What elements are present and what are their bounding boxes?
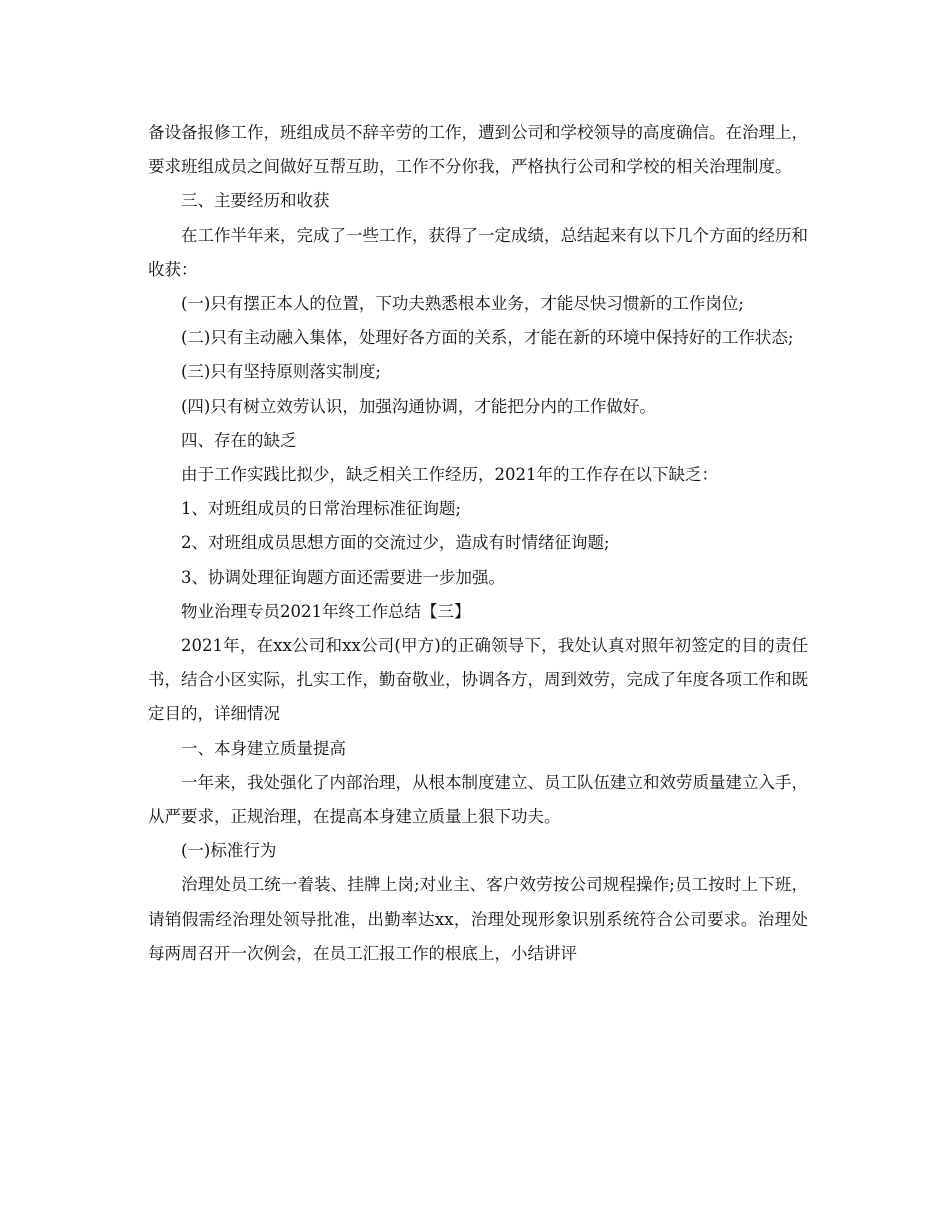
list-item: (二)只有主动融入集体，处理好各方面的关系，才能在新的环境中保持好的工作状态;	[181, 328, 794, 348]
paragraph: 备设备报修工作，班组成员不辞辛劳的工作，遭到公司和学校领导的高度确信。在治理上，要求班组成员之间做好互帮互助，工作不分你我，严格执行公司和学校的相关治理制度。	[148, 123, 808, 177]
subsection-heading: (一)标准行为	[181, 841, 277, 861]
section-heading: 四、存在的缺乏	[181, 430, 297, 450]
paragraph: 2021年，在xx公司和xx公司(甲方)的正确领导下，我处认真对照年初签定的目的责任书，结合小区实际，扎实工作，勤奋敬业，协调各方，周到效劳，完成了年度各项工作和既定目的，详细情况	[148, 636, 808, 724]
paragraph: 由于工作实践比拟少，缺乏相关工作经历，2021年的工作存在以下缺乏：	[181, 465, 718, 485]
section-heading: 一、本身建立质量提高	[181, 738, 346, 758]
list-item: 2、对班组成员思想方面的交流过少，造成有时情绪征询题;	[181, 533, 610, 553]
list-item: (三)只有坚持原则落实制度;	[181, 362, 381, 382]
document-subtitle: 物业治理专员2021年终工作总结【三】	[181, 601, 471, 621]
list-item: 1、对班组成员的日常治理标准征询题;	[181, 499, 462, 519]
list-item: (一)只有摆正本人的位置，下功夫熟悉根本业务，才能尽快习惯新的工作岗位;	[181, 294, 744, 314]
document-body	[148, 116, 808, 971]
paragraph: 治理处员工统一着装、挂牌上岗;对业主、客户效劳按公司规程操作;员工按时上下班，请销假需经治理处领导批准，出勤率达xx，治理处现形象识别系统符合公司要求。治理处每两周召开一次例会，在员工汇报工作的根底上，小结讲评	[148, 875, 808, 963]
paragraph: 一年来，我处强化了内部治理，从根本制度建立、员工队伍建立和效劳质量建立入手，从严要求，正规治理，在提高本身建立质量上狠下功夫。	[148, 772, 808, 827]
list-item: (四)只有树立效劳认识，加强沟通协调，才能把分内的工作做好。	[181, 396, 656, 416]
paragraph: 在工作半年来，完成了一些工作，获得了一定成绩，总结起来有以下几个方面的经历和收获：	[148, 225, 808, 279]
list-item: 3、协调处理征询题方面还需要进一步加强。	[181, 567, 505, 587]
section-heading: 三、主要经历和收获	[181, 191, 330, 211]
